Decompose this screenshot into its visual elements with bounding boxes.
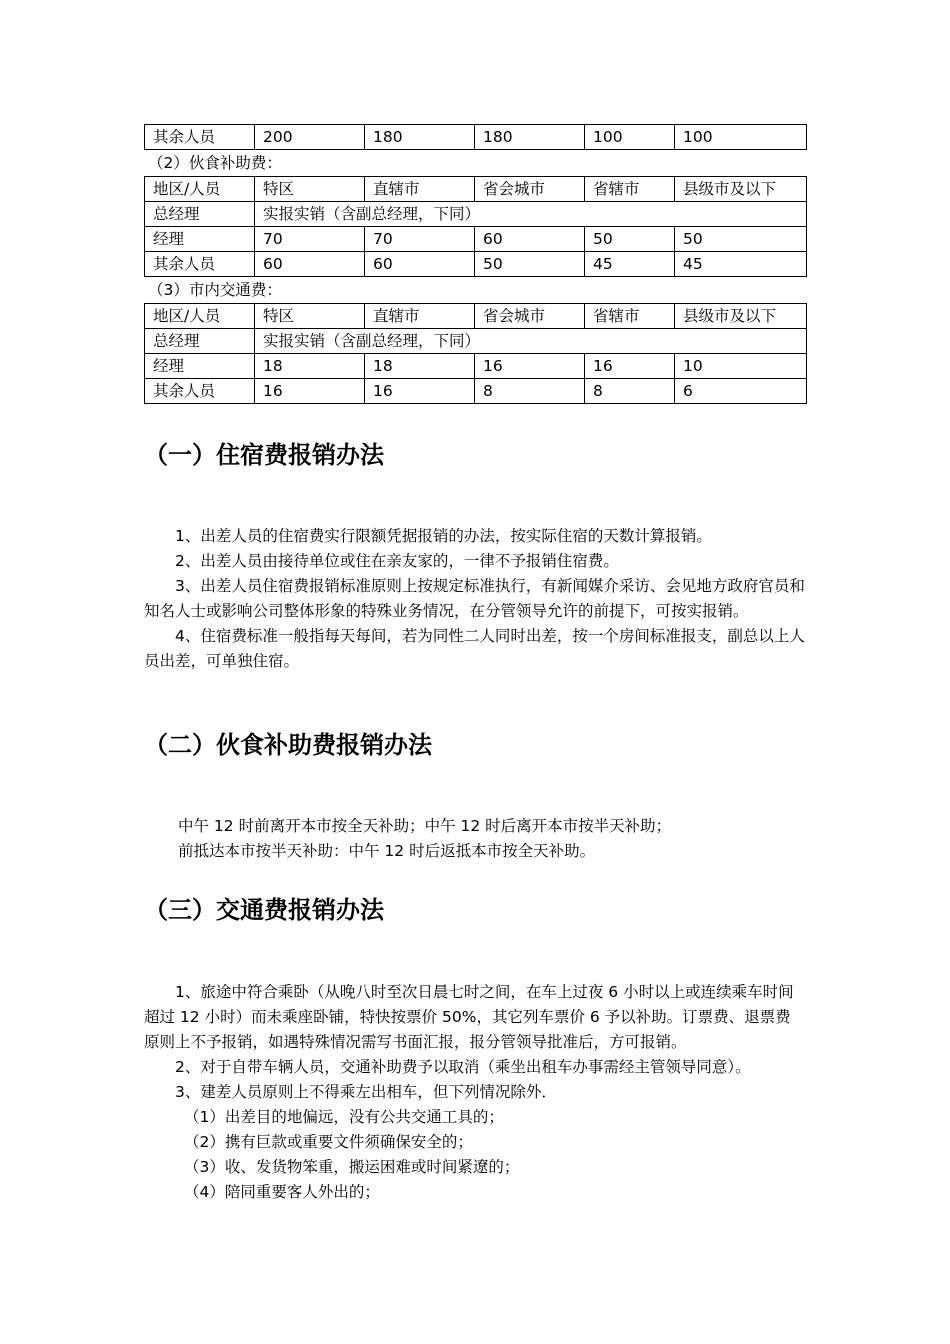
table-cell: 16 <box>585 354 675 379</box>
table-header-cell: 县级市及以下 <box>675 177 807 202</box>
table-cell: 45 <box>585 252 675 277</box>
table-cell: 60 <box>365 252 475 277</box>
table-header-cell: 直辖市 <box>365 304 475 329</box>
table-header-cell: 省辖市 <box>585 177 675 202</box>
section-heading-meals: （二）伙食补助费报销办法 <box>144 731 432 759</box>
table-cell: 经理 <box>145 354 255 379</box>
table-cell: 100 <box>585 125 675 150</box>
table-cell: 200 <box>255 125 365 150</box>
table-cell: 其余人员 <box>145 125 255 150</box>
table-cell: 16 <box>365 379 475 404</box>
table-cell: 50 <box>675 227 807 252</box>
table-row <box>145 329 807 354</box>
table-cell: 其余人员 <box>145 379 255 404</box>
list-item: （4）陪同重要客人外出的； <box>184 1183 380 1201</box>
table-header-row <box>145 177 807 202</box>
table-cell: 实报实销（含副总经理，下同） <box>255 329 807 354</box>
table-cell: 180 <box>365 125 475 150</box>
paragraph: 前抵达本市按半天补助：中午 12 时后返抵本市按全天补助。 <box>178 842 596 860</box>
paragraph: 1、出差人员的住宿费实行限额凭据报销的办法，按实际住宿的天数计算报销。 <box>175 527 712 545</box>
table-row <box>145 354 807 379</box>
section-body-meals <box>144 814 806 864</box>
paragraph: 4、住宿费标准一般指每天每间，若为同性二人同时出差，按一个房间标准报支，副总以上人员出差，可单独住宿。 <box>144 627 805 670</box>
table-row <box>145 252 807 277</box>
table-header-cell: 省会城市 <box>475 177 585 202</box>
table-cell: 总经理 <box>145 329 255 354</box>
table-header-cell: 地区/人员 <box>145 177 255 202</box>
list-item: （2）携有巨款或重要文件须确保安全的； <box>184 1133 473 1151</box>
meal-table <box>144 176 807 277</box>
table-header-cell: 省会城市 <box>475 304 585 329</box>
table-cell: 50 <box>585 227 675 252</box>
table-cell: 6 <box>675 379 807 404</box>
section-body-transport <box>144 980 806 1205</box>
table-header-row <box>145 304 807 329</box>
meal-table-caption: （2）伙食补助费： <box>148 154 282 172</box>
table-header-cell: 直辖市 <box>365 177 475 202</box>
table-row <box>145 202 807 227</box>
tables-block <box>144 124 806 404</box>
table-header-cell: 地区/人员 <box>145 304 255 329</box>
paragraph: 3、建差人员原则上不得乘左出相车，但下列情况除外． <box>175 1083 557 1101</box>
table-cell: 总经理 <box>145 202 255 227</box>
paragraph: 3、出差人员住宿费报销标准原则上按规定标准执行，有新闻媒介采访、会见地方政府官员和知名人士或影响公司整体形象的特殊业务情况，在分管领导允许的前提下，可按实报销。 <box>144 577 805 620</box>
table-cell: 16 <box>475 354 585 379</box>
transport-table-caption: （3）市内交通费： <box>148 281 282 299</box>
section-heading-transport: （三）交通费报销办法 <box>144 896 384 924</box>
transport-table <box>144 303 807 404</box>
table-cell: 10 <box>675 354 807 379</box>
table-header-cell: 县级市及以下 <box>675 304 807 329</box>
table-header-cell: 特区 <box>255 304 365 329</box>
table-cell: 60 <box>475 227 585 252</box>
table-cell: 实报实销（含副总经理，下同） <box>255 202 807 227</box>
list-item: （1）出差目的地偏远，没有公共交通工具的； <box>184 1108 504 1126</box>
table-cell: 经理 <box>145 227 255 252</box>
table-row <box>145 125 807 150</box>
table-cell: 18 <box>255 354 365 379</box>
section-heading-lodging: （一）住宿费报销办法 <box>144 441 384 469</box>
table-cell: 16 <box>255 379 365 404</box>
table-header-cell: 特区 <box>255 177 365 202</box>
table-cell: 其余人员 <box>145 252 255 277</box>
table-row <box>145 379 807 404</box>
list-item: （3）收、发货物笨重，搬运困难或时间紧遼的； <box>184 1158 520 1176</box>
table-cell: 60 <box>255 252 365 277</box>
paragraph: 1、旅途中符合乘卧（从晚八时至次日晨七时之间，在车上过夜 6 小时以上或连续乘车时间超过 12 小时）而未乘座卧铺，特快按票价 50%，其它列车票价 6 予以补助。订票费、退票费原则上不予报销，如遇特殊情况需写书面汇报，报分管领导批准后，方可报销。 <box>144 983 794 1051</box>
table-header-cell: 省辖市 <box>585 304 675 329</box>
paragraph: 2、对于自带车辆人员，交通补助费予以取消（乘坐出租车办事需经主管领导同意）。 <box>175 1058 751 1076</box>
table-cell: 70 <box>255 227 365 252</box>
table-cell: 50 <box>475 252 585 277</box>
table-cell: 70 <box>365 227 475 252</box>
table-cell: 45 <box>675 252 807 277</box>
table-cell: 8 <box>475 379 585 404</box>
paragraph: 中午 12 时前离开本市按全天补助；中午 12 时后离开本市按半天补助； <box>178 817 672 835</box>
table-cell: 100 <box>675 125 807 150</box>
table-cell: 18 <box>365 354 475 379</box>
lodging-table-tail <box>144 124 807 150</box>
table-row <box>145 227 807 252</box>
table-cell: 8 <box>585 379 675 404</box>
section-body-lodging <box>144 524 806 674</box>
paragraph: 2、出差人员由接待单位或住在亲友家的，一律不予报销住宿费。 <box>175 552 619 570</box>
table-cell: 180 <box>475 125 585 150</box>
